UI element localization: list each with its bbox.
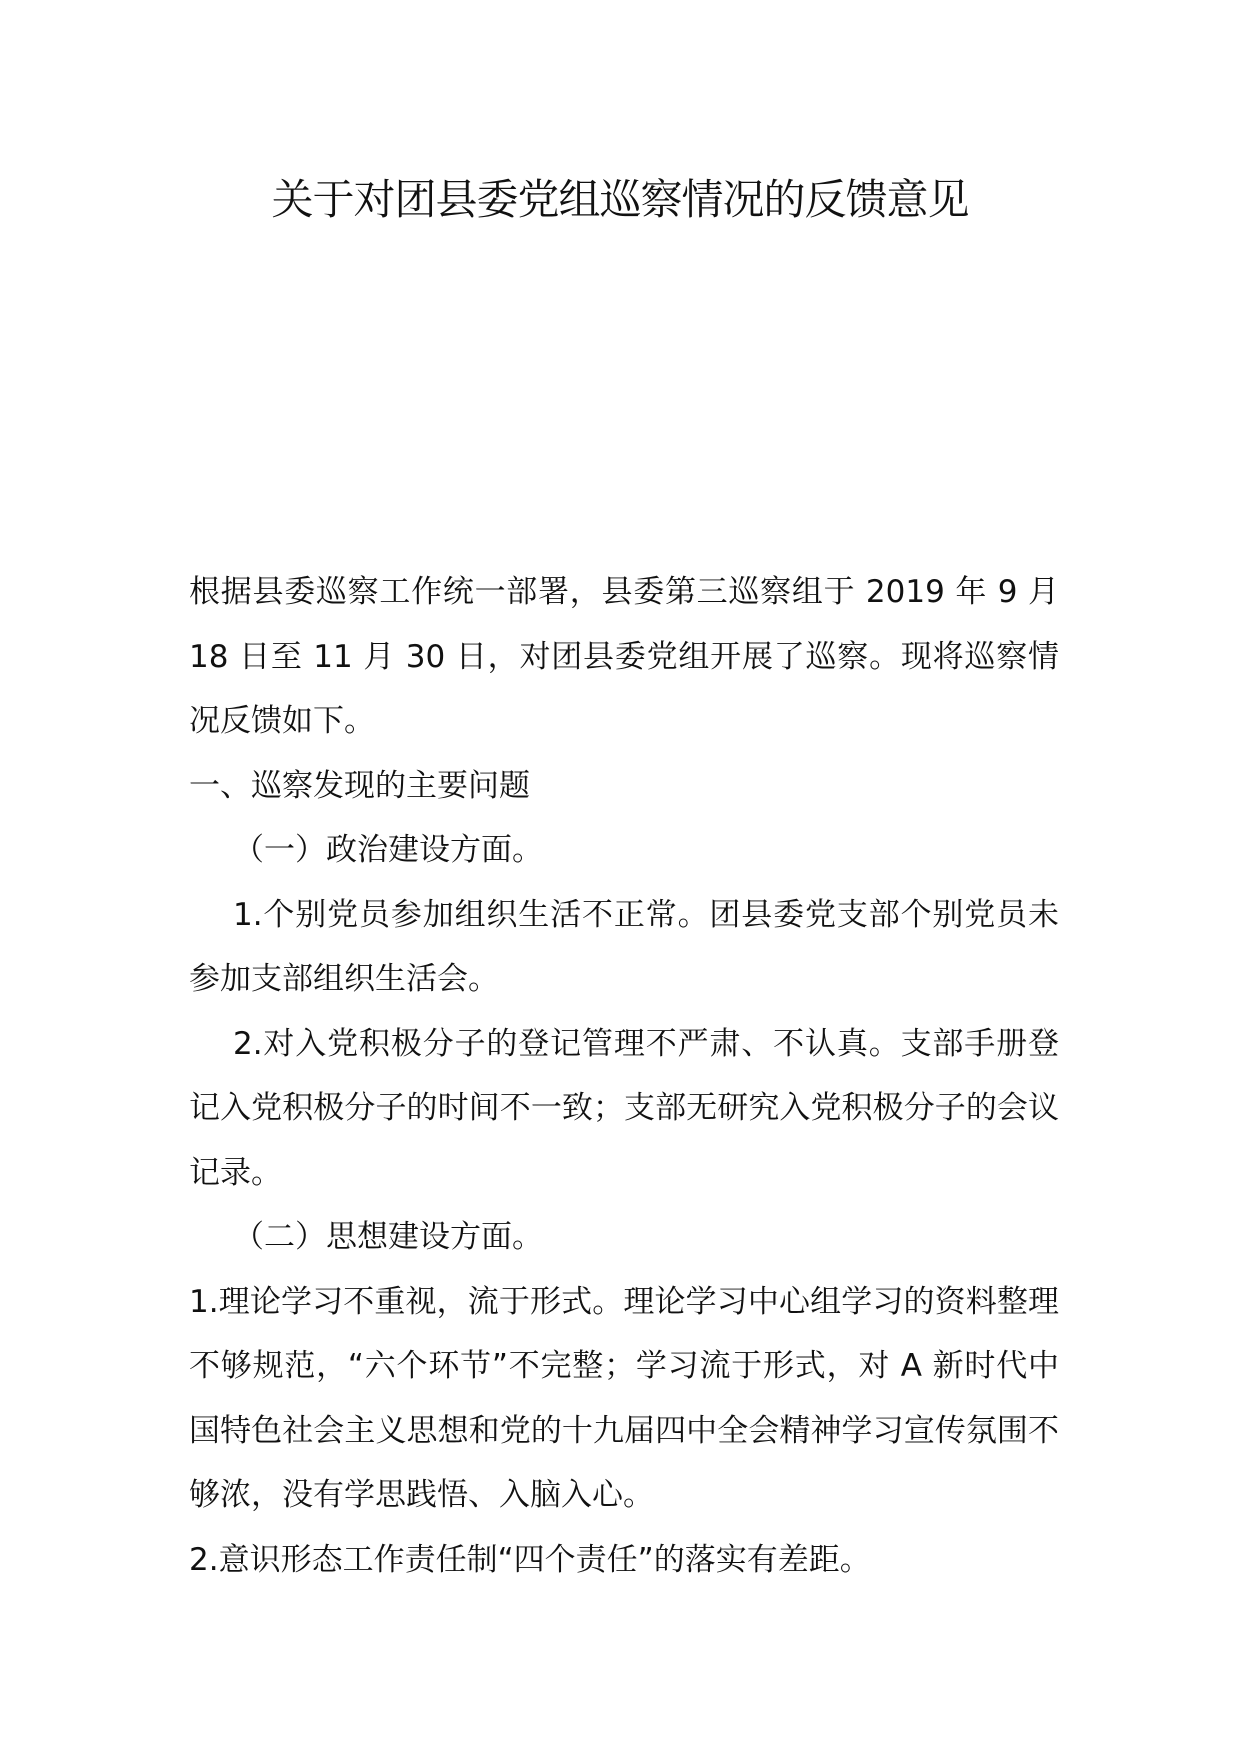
item-ideological-2: 2.意识形态工作责任制“四个责任”的落实有差距。 [189, 1541, 871, 1578]
subsection-heading-ideological: （二）思想建设方面。 [233, 1219, 543, 1255]
section-heading-main-problems: 一、巡察发现的主要问题 [189, 767, 530, 804]
item-political-2: 2.对入党积极分子的登记管理不严肃、不认真。支部手册登记入党积极分子的时间不一致；支部无研究入党积极分子的会议记录。 [189, 1025, 1059, 1191]
subsection-heading-political: （一）政治建设方面。 [233, 832, 543, 868]
document-title: 关于对团县委党组巡察情况的反馈意见 [271, 175, 969, 224]
item-ideological-1: 1.理论学习不重视，流于形式。理论学习中心组学习的资料整理不够规范，“六个环节”不完整；学习流于形式，对 A 新时代中国特色社会主义思想和党的十九届四中全会精神学习宣传氛围不够浓，没有学思践悟、入脑入心。 [189, 1283, 1059, 1513]
document-body [189, 560, 1059, 1592]
intro-paragraph: 根据县委巡察工作统一部署，县委第三巡察组于 2019 年 9 月 18 日至 11 月 30 日，对团县委党组开展了巡察。现将巡察情况反馈如下。 [189, 574, 1059, 739]
item-political-1: 1.个别党员参加组织生活不正常。团县委党支部个别党员未参加支部组织生活会。 [189, 896, 1059, 997]
